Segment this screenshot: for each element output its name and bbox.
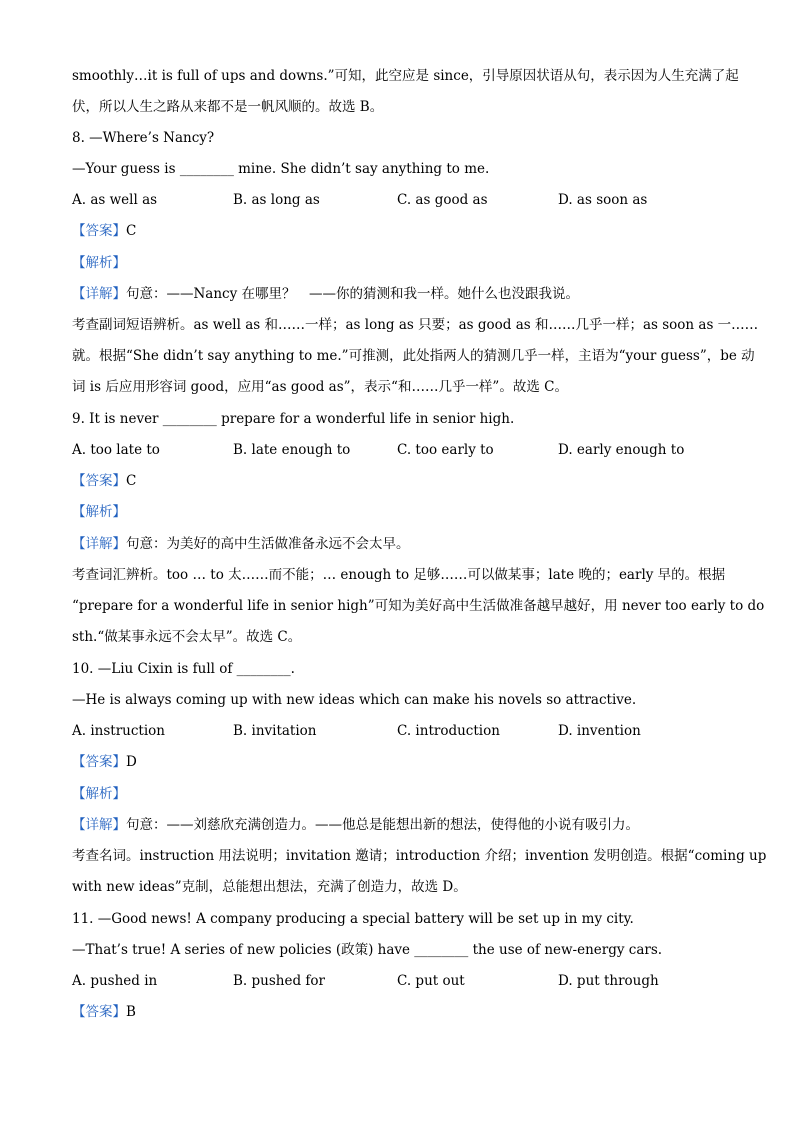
question-11-option-b: B. pushed for — [233, 973, 325, 989]
intro-line: 伏，所以人生之路从来都不是一帆风顺的。故选 B。 — [72, 99, 384, 115]
question-10-answer — [72, 752, 722, 772]
question-9-stem: 9. It is never ________ prepare for a wonderful life in senior high. — [72, 411, 515, 427]
intro-line: smoothly…it is full of ups and downs.”可知，此空应是 since，引导原因状语从句，表示因为人生充满了起 — [72, 68, 739, 84]
analysis-tag: 【解析】 — [72, 504, 126, 520]
question-10-option-a: A. instruction — [72, 723, 165, 739]
question-9-option-a: A. too late to — [72, 442, 160, 458]
question-8-option-c: C. as good as — [397, 192, 488, 208]
question-9-answer — [72, 471, 722, 491]
question-8-detail: 考查副词短语辨析。as well as 和……一样；as long as 只要；as good as 和……几乎一样；as soon as 一…… — [72, 317, 759, 333]
question-9-analysis-tag — [72, 502, 722, 522]
question-9-detail: sth.“做某事永远不会太早”。故选 C。 — [72, 629, 302, 645]
answer-tag: 【答案】 — [72, 1004, 126, 1020]
question-10-detail: 考查名词。instruction 用法说明；invitation 邀请；introduction 介绍；invention 发明创造。根据“coming up — [72, 848, 767, 864]
detail-text: 句意：为美好的高中生活做准备永远不会太早。 — [126, 536, 410, 552]
question-10-analysis-tag — [72, 784, 722, 804]
answer-tag: 【答案】 — [72, 223, 126, 239]
question-8-detail — [72, 284, 722, 304]
analysis-tag: 【解析】 — [72, 255, 126, 271]
question-10-option-d: D. invention — [558, 723, 641, 739]
question-9-detail: 考查词汇辨析。too … to 太……而不能；… enough to 足够……可以做某事；late 晚的；early 早的。根据 — [72, 567, 726, 583]
question-11-option-d: D. put through — [558, 973, 659, 989]
question-8-answer — [72, 221, 722, 241]
question-11-option-a: A. pushed in — [72, 973, 158, 989]
question-10-stem: 10. —Liu Cixin is full of ________. — [72, 661, 295, 677]
answer-value: D — [126, 754, 137, 770]
question-10-detail: with new ideas”克制，总能想出想法，充满了创造力，故选 D。 — [72, 879, 467, 895]
question-8-detail: 词 is 后应用形容词 good，应用“as good as”，表示“和……几乎一样”。故选 C。 — [72, 379, 568, 395]
answer-tag: 【答案】 — [72, 754, 126, 770]
answer-tag: 【答案】 — [72, 473, 126, 489]
question-8-option-a: A. as well as — [72, 192, 158, 208]
question-9-detail — [72, 534, 722, 554]
question-10-option-b: B. invitation — [233, 723, 317, 739]
answer-value: C — [126, 473, 137, 489]
question-8-detail: 就。根据“She didn’t say anything to me.”可推测，此处指两人的猜测几乎一样，主语为“your guess”，be 动 — [72, 348, 755, 364]
question-10-stem: —He is always coming up with new ideas which can make his novels so attractive. — [72, 692, 637, 708]
question-8-option-b: B. as long as — [233, 192, 320, 208]
answer-value: C — [126, 223, 137, 239]
question-10-detail — [72, 815, 722, 835]
question-8-stem: 8. —Where’s Nancy? — [72, 130, 215, 146]
question-11-option-c: C. put out — [397, 973, 465, 989]
question-11-answer — [72, 1002, 722, 1022]
detail-text: 句意：——刘慈欣充满创造力。——他总是能想出新的想法，使得他的小说有吸引力。 — [126, 817, 639, 833]
detail-tag: 【详解】 — [72, 536, 126, 552]
question-10-option-c: C. introduction — [397, 723, 500, 739]
question-8-stem: —Your guess is ________ mine. She didn’t say anything to me. — [72, 161, 490, 177]
question-8-option-d: D. as soon as — [558, 192, 648, 208]
detail-text: 句意：——Nancy 在哪里？ ——你的猜测和我一样。她什么也没跟我说。 — [126, 286, 580, 302]
question-9-option-b: B. late enough to — [233, 442, 351, 458]
question-11-stem: —That’s true! A series of new policies (政策) have ________ the use of new-energy cars. — [72, 942, 663, 958]
detail-tag: 【详解】 — [72, 286, 126, 302]
question-9-detail: “prepare for a wonderful life in senior high”可知为美好高中生活做准备越早越好，用 never too early to do — [72, 598, 765, 614]
answer-value: B — [126, 1004, 136, 1020]
question-8-analysis-tag — [72, 253, 722, 273]
question-9-option-d: D. early enough to — [558, 442, 685, 458]
question-9-option-c: C. too early to — [397, 442, 494, 458]
detail-tag: 【详解】 — [72, 817, 126, 833]
analysis-tag: 【解析】 — [72, 786, 126, 802]
question-11-stem: 11. —Good news! A company producing a special battery will be set up in my city. — [72, 911, 634, 927]
